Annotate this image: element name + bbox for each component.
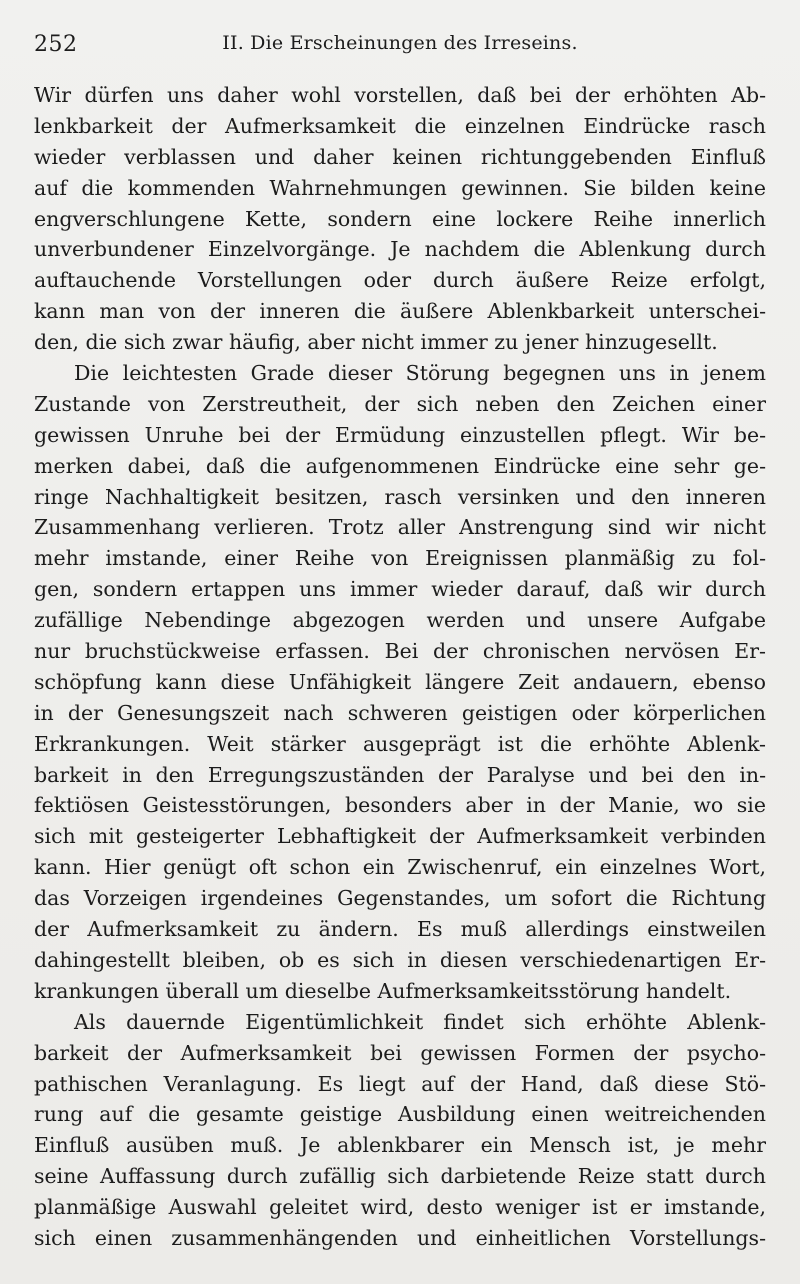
text-line: rung auf die gesamte geistige Ausbildung einen weitreichenden: [34, 1102, 766, 1127]
text-line: gewissen Unruhe bei der Ermüdung einzustellen pflegt. Wir be-: [34, 422, 766, 447]
text-line: Einfluß ausüben muß. Je ablenkbarer ein Mensch ist, je mehr: [34, 1133, 766, 1158]
text-line: Die leichtesten Grade dieser Störung begegnen uns in jenem: [74, 361, 766, 386]
text-line: merken dabei, daß die aufgenommenen Eindrücke eine sehr ge-: [34, 453, 766, 478]
body-text: [34, 80, 766, 1254]
text-line: barkeit der Aufmerksamkeit bei gewissen Formen der psycho-: [34, 1040, 766, 1065]
text-line: krankungen überall um dieselbe Aufmerksamkeitsstörung handelt.: [34, 978, 732, 1003]
text-line: gen, sondern ertappen uns immer wieder darauf, daß wir durch: [34, 577, 766, 602]
text-line: sich mit gesteigerter Lebhaftigkeit der Aufmerksamkeit verbinden: [34, 824, 766, 849]
text-line: dahingestellt bleiben, ob es sich in diesen verschiedenartigen Er-: [34, 947, 766, 972]
page-header: [34, 28, 766, 60]
text-line: den, die sich zwar häufig, aber nicht immer zu jener hinzugesellt.: [34, 330, 718, 355]
text-line: nur bruchstückweise erfassen. Bei der chronischen nervösen Er-: [34, 639, 766, 664]
text-line: Wir dürfen uns daher wohl vorstellen, daß bei der erhöhten Ab-: [34, 83, 766, 107]
text-line: kann man von der inneren die äußere Ablenkbarkeit unterschei-: [34, 299, 766, 324]
text-line: mehr imstande, einer Reihe von Ereignissen planmäßig zu fol-: [34, 546, 766, 571]
text-line: der Aufmerksamkeit zu ändern. Es muß allerdings einstweilen: [34, 917, 766, 942]
text-line: wieder verblassen und daher keinen richtunggebenden Einfluß: [34, 144, 766, 169]
running-head: II. Die Erscheinungen des Irreseins.: [222, 32, 578, 54]
text-line: Zusammenhang verlieren. Trotz aller Anstrengung sind wir nicht: [34, 515, 766, 540]
text-line: planmäßige Auswahl geleitet wird, desto weniger ist er imstande,: [34, 1195, 766, 1220]
text-line: zufällige Nebendinge abgezogen werden und unsere Aufgabe: [34, 608, 766, 633]
text-line: pathischen Veranlagung. Es liegt auf der Hand, daß diese Stö-: [34, 1071, 766, 1096]
text-line: lenkbarkeit der Aufmerksamkeit die einzelnen Eindrücke rasch: [34, 113, 766, 138]
text-line: in der Genesungszeit nach schweren geistigen oder körperlichen: [34, 700, 766, 725]
text-line: sich einen zusammenhängenden und einheitlichen Vorstellungs-: [34, 1225, 766, 1250]
text-line: engverschlungene Kette, sondern eine lockere Reihe innerlich: [34, 206, 766, 231]
text-line: Erkrankungen. Weit stärker ausgeprägt ist die erhöhte Ablenk-: [34, 731, 766, 756]
text-line: Zustande von Zerstreutheit, der sich neben den Zeichen einer: [34, 391, 766, 416]
text-line: barkeit in den Erregungszuständen der Paralyse und bei den in-: [34, 762, 766, 787]
text-line: Als dauernde Eigentümlichkeit findet sich erhöhte Ablenk-: [74, 1009, 766, 1034]
text-line: ringe Nachhaltigkeit besitzen, rasch versinken und den inneren: [34, 484, 766, 509]
text-line: kann. Hier genügt oft schon ein Zwischenruf, ein einzelnes Wort,: [34, 855, 766, 880]
text-line: schöpfung kann diese Unfähigkeit längere Zeit andauern, ebenso: [34, 669, 766, 694]
text-line: unverbundener Einzelvorgänge. Je nachdem die Ablenkung durch: [34, 237, 766, 262]
page-number: 252: [34, 32, 78, 57]
text-line: auf die kommenden Wahrnehmungen gewinnen. Sie bilden keine: [34, 175, 766, 200]
text-line: seine Auffassung durch zufällig sich darbietende Reize statt durch: [34, 1164, 766, 1189]
text-line: fektiösen Geistesstörungen, besonders aber in der Manie, wo sie: [34, 793, 766, 818]
text-line: auftauchende Vorstellungen oder durch äußere Reize erfolgt,: [34, 268, 766, 293]
text-line: das Vorzeigen irgendeines Gegenstandes, um sofort die Richtung: [34, 886, 766, 911]
